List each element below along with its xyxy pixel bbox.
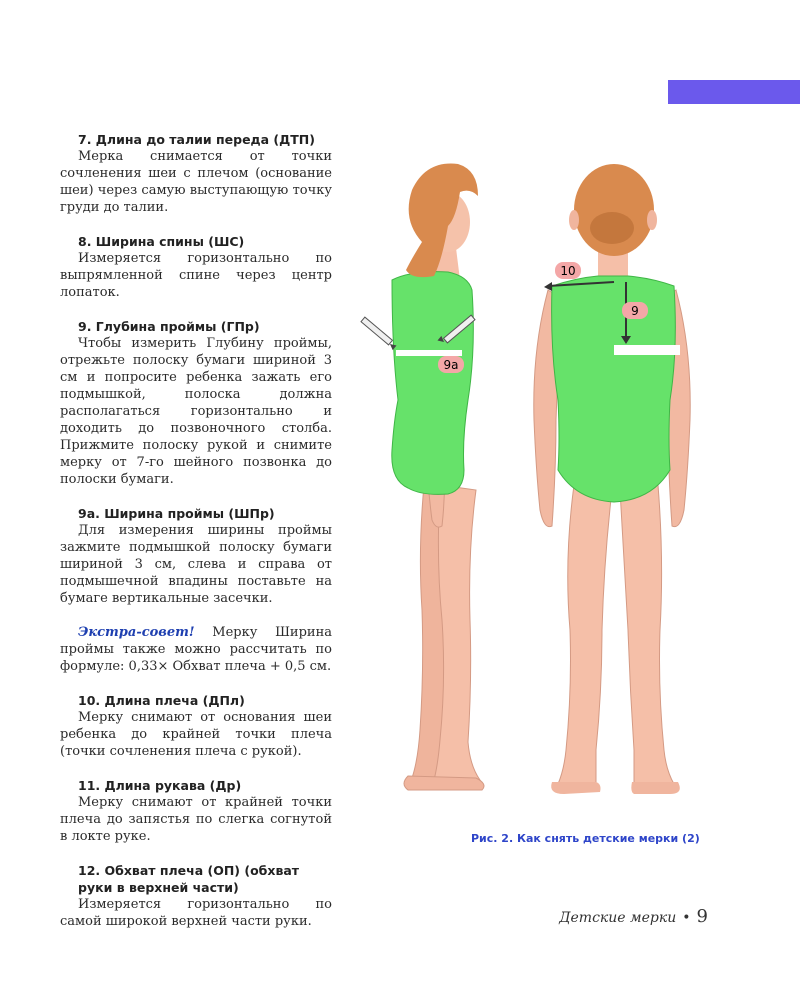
label-10: 10 bbox=[560, 264, 576, 278]
tip-paragraph bbox=[60, 624, 332, 675]
section-shpr bbox=[60, 505, 332, 607]
tip-body: Мерку Ширина проймы также можно рассчитать по формуле: 0,33× Обхват плеча + 0,5 см. bbox=[60, 625, 332, 674]
back-leg-left bbox=[558, 485, 612, 786]
section-op bbox=[60, 862, 332, 930]
side-paper-strip bbox=[396, 350, 462, 356]
side-foot bbox=[404, 776, 484, 790]
section-body: Мерка снимается от точки сочленения шеи с плечом (основание шеи) через самую выступающую точку груди до талии. bbox=[60, 149, 332, 215]
figure-caption: Рис. 2. Как снять детские мерки (2) bbox=[471, 832, 700, 845]
section-heading: 8. Ширина спины (ШС) bbox=[78, 234, 245, 249]
page-footer bbox=[559, 906, 708, 927]
section-shs bbox=[60, 233, 332, 301]
section-heading: 7. Длина до талии переда (ДТП) bbox=[78, 132, 315, 147]
back-ear-left bbox=[569, 210, 579, 230]
back-foot-right bbox=[631, 782, 679, 794]
section-dtp bbox=[60, 131, 332, 216]
back-bun bbox=[590, 212, 634, 244]
section-heading: 12. Обхват плеча (ОП) (обхват руки в верхней части) bbox=[78, 863, 300, 895]
label-9a: 9а bbox=[443, 358, 459, 372]
side-view-figure bbox=[361, 164, 484, 790]
section-body: Мерку снимают от основания шеи ребенка до крайней точки плеча (точки сочленения плеча с рукой). bbox=[60, 710, 332, 759]
back-ear-right bbox=[647, 210, 657, 230]
section-body: Чтобы измерить Глубину проймы, отрежьте полоску бумаги шириной 3 см и попросите ребенка зажать его подмышкой, полоска должна располагаться горизонтально и доходить до позвоночного столба. Прижмите полоску рукой и снимите мерку от 7-го шейного позвонка до полоски бумаги. bbox=[60, 336, 332, 487]
side-swimsuit bbox=[392, 272, 474, 495]
section-dr bbox=[60, 777, 332, 845]
section-extra-tip bbox=[60, 624, 332, 675]
section-dpl bbox=[60, 692, 332, 760]
measurement-illustration bbox=[352, 130, 752, 820]
back-foot-left bbox=[551, 782, 600, 794]
section-body: Для измерения ширины проймы зажмите подмышкой полоску бумаги шириной 3 см, слева и справа от подмышечной впадины поставьте на бумаге вертикальные засечки. bbox=[60, 523, 332, 606]
section-heading: 9. Глубина проймы (ГПр) bbox=[78, 319, 260, 334]
tip-label: Экстра-совет! bbox=[78, 625, 195, 640]
section-heading: 9а. Ширина проймы (ШПр) bbox=[78, 506, 275, 521]
back-view-figure bbox=[534, 164, 690, 794]
back-paper-strip bbox=[614, 345, 680, 355]
back-swimsuit bbox=[552, 276, 676, 502]
section-body: Измеряется горизонтально по выпрямленной спине через центр лопаток. bbox=[60, 251, 332, 300]
section-gpr bbox=[60, 318, 332, 488]
section-heading: 10. Длина плеча (ДПл) bbox=[78, 693, 245, 708]
footer-title: Детские мерки bbox=[559, 910, 677, 926]
text-column bbox=[60, 131, 332, 947]
back-leg-right bbox=[620, 485, 674, 786]
bullet-separator: • bbox=[682, 910, 691, 926]
pencil-left-icon bbox=[361, 317, 397, 350]
page-number: 9 bbox=[696, 906, 708, 927]
section-heading: 11. Длина рукава (Др) bbox=[78, 778, 242, 793]
section-body: Измеряется горизонтально по самой широкой верхней части руки. bbox=[60, 897, 332, 929]
section-body: Мерку снимают от крайней точки плеча до запястья по слегка согнутой в локте руке. bbox=[60, 795, 332, 844]
label-9: 9 bbox=[631, 304, 639, 318]
chapter-tab bbox=[668, 80, 800, 104]
